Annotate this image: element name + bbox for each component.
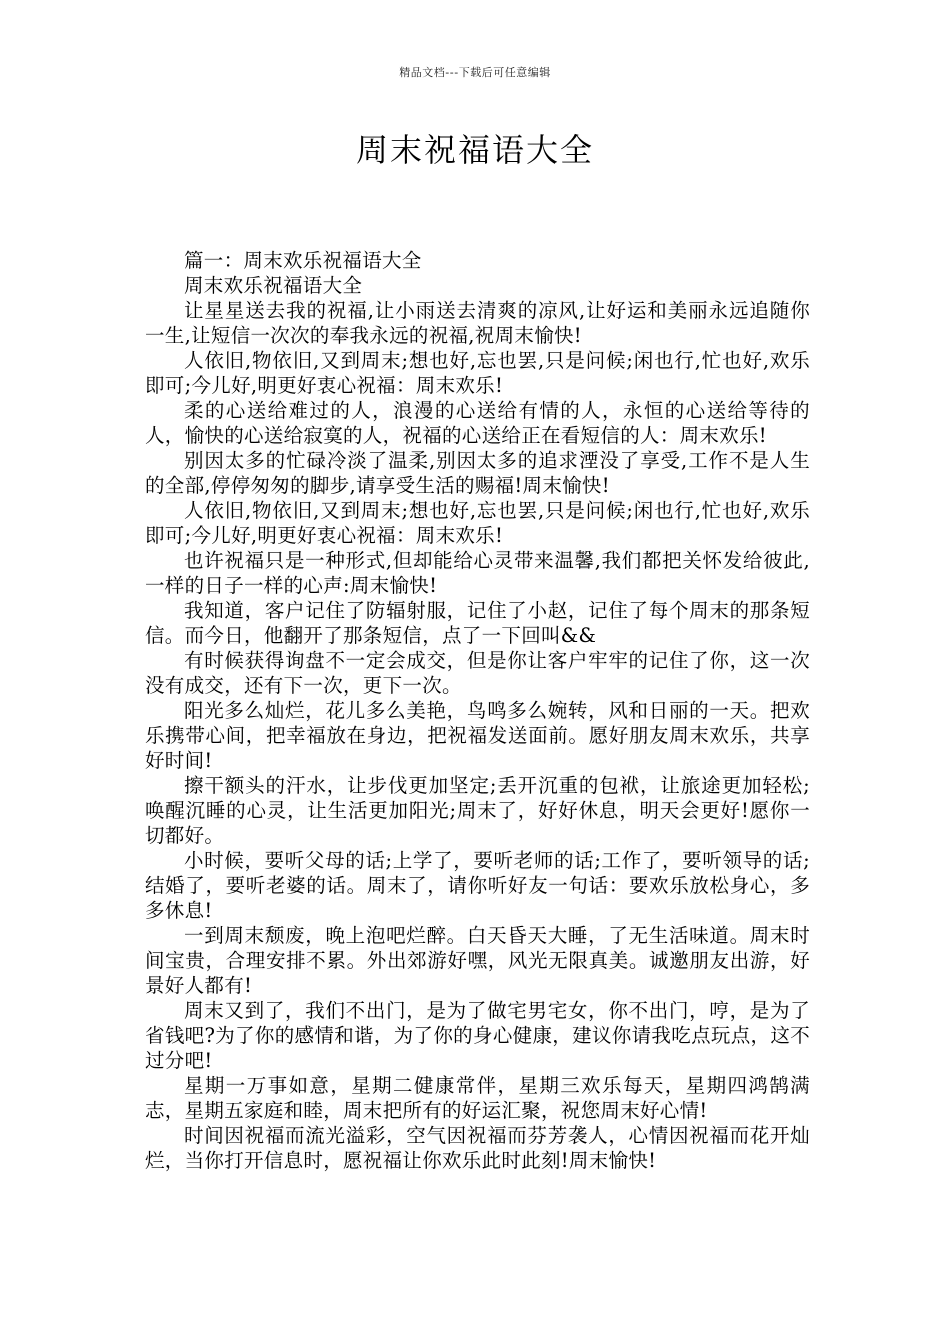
paragraph: 柔的心送给难过的人，浪漫的心送给有情的人，永恒的心送给等待的人，愉快的心送给寂寞的人，祝福的心送给正在看短信的人：周末欢乐! — [145, 399, 810, 447]
document-title: 周末祝福语大全 — [355, 131, 594, 169]
subheading: 周末欢乐祝福语大全 — [184, 274, 363, 297]
paragraph: 阳光多么灿烂，花儿多么美艳，鸟鸣多么婉转，风和日丽的一天。把欢乐携带心间，把幸福放在身边，把祝福发送面前。愿好朋友周末欢乐，共享好时间! — [145, 699, 810, 772]
paragraph: 小时候，要听父母的话;上学了，要听老师的话;工作了，要听领导的话;结婚了，要听老婆的话。周末了，请你听好友一句话：要欢乐放松身心，多多休息! — [145, 849, 810, 922]
section-heading: 篇一：周末欢乐祝福语大全 — [184, 249, 422, 272]
paragraph: 别因太多的忙碌冷淡了温柔,别因太多的追求湮没了享受,工作不是人生的全部,停停匆匆的脚步,请享受生活的赐福!周末愉快! — [145, 449, 810, 497]
paragraph: 星期一万事如意，星期二健康常伴，星期三欢乐每天，星期四鸿鹄满志，星期五家庭和睦，周末把所有的好运汇聚，祝您周末好心情! — [145, 1074, 810, 1122]
paragraph: 周末又到了，我们不出门，是为了做宅男宅女，你不出门，哼，是为了省钱吧?为了你的感情和谐，为了你的身心健康，建议你请我吃点玩点，这不过分吧! — [145, 999, 810, 1072]
paragraph: 时间因祝福而流光溢彩，空气因祝福而芬芳袭人，心情因祝福而花开灿烂，当你打开信息时，愿祝福让你欢乐此时此刻!周末愉快! — [145, 1124, 810, 1172]
paragraph: 一到周末颓废，晚上泡吧烂醉。白天昏天大睡，了无生活味道。周末时间宝贵，合理安排不累。外出郊游好嘿，风光无限真美。诚邀朋友出游，好景好人都有! — [145, 924, 810, 997]
paragraph: 擦干额头的汗水，让步伐更加坚定;丢开沉重的包袱，让旅途更加轻松;唤醒沉睡的心灵，让生活更加阳光;周末了，好好休息，明天会更好!愿你一切都好。 — [145, 774, 810, 847]
paragraph: 人依旧,物依旧,又到周末;想也好,忘也罢,只是问候;闲也行,忙也好,欢乐即可;今儿好,明更好衷心祝福：周末欢乐! — [145, 499, 810, 547]
paragraph: 让星星送去我的祝福,让小雨送去清爽的凉风,让好运和美丽永远追随你一生,让短信一次次的奉我永远的祝福,祝周末愉快! — [145, 299, 810, 347]
paragraph: 人依旧,物依旧,又到周末;想也好,忘也罢,只是问候;闲也行,忙也好,欢乐即可;今儿好,明更好衷心祝福：周末欢乐! — [145, 349, 810, 397]
document-body — [145, 248, 810, 1173]
paragraph: 我知道，客户记住了防辐射服，记住了小赵，记住了每个周末的那条短信。而今日，他翻开了那条短信，点了一下回叫&& — [145, 599, 810, 647]
page-header: 精品文档---下载后可任意编辑 — [399, 66, 551, 79]
paragraph: 也许祝福只是一种形式,但却能给心灵带来温馨,我们都把关怀发给彼此,一样的日子一样的心声:周末愉快! — [145, 549, 810, 597]
paragraph: 有时候获得询盘不一定会成交，但是你让客户牢牢的记住了你，这一次没有成交，还有下一次，更下一次。 — [145, 649, 810, 697]
